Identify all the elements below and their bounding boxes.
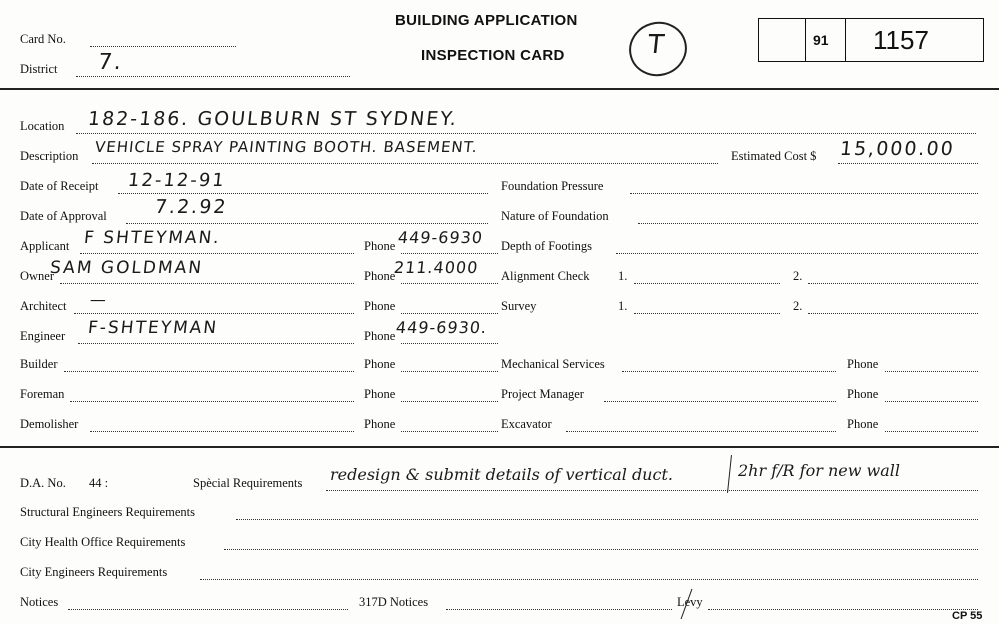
demolisher-phone-label: Phone — [364, 417, 396, 431]
location-value: 182-186. GOULBURN ST SYDNEY. — [86, 108, 460, 130]
architect-phone-line — [401, 313, 498, 314]
circled-mark-letter: T — [646, 30, 668, 60]
estimated-cost-label: Estimated Cost $ — [731, 149, 817, 163]
owner-phone-label: Phone — [364, 269, 396, 283]
form-title-line2: INSPECTION CARD — [421, 47, 565, 64]
city-engineers-label: City Engineers Requirements — [20, 565, 168, 579]
description-value: VEHICLE SPRAY PAINTING BOOTH. BASEMENT. — [94, 138, 479, 156]
engineer-value: F-SHTEYMAN — [86, 318, 220, 338]
special-requirements-value: redesign & submit details of vertical duct. — [330, 465, 673, 484]
handwritten-separator — [727, 455, 732, 493]
survey-num1: 1. — [618, 299, 628, 313]
engineer-line — [78, 343, 354, 344]
top-rule — [0, 88, 999, 90]
mechanical-line — [622, 371, 836, 372]
applicant-phone-line — [401, 253, 498, 254]
description-line — [92, 163, 718, 164]
demolisher-phone-line — [401, 431, 498, 432]
da-value: 44 : — [89, 476, 109, 490]
applicant-label: Applicant — [20, 239, 70, 253]
date-approval-line — [126, 223, 488, 224]
foreman-line — [70, 401, 354, 402]
foundation-pressure-line — [630, 193, 978, 194]
form-code: CP 55 — [952, 610, 983, 622]
owner-phone: 211.4000 — [393, 258, 480, 277]
estimated-cost-value: 15,000.00 — [838, 138, 956, 160]
architect-value: — — [89, 290, 109, 309]
project-manager-label: Project Manager — [501, 387, 584, 401]
excavator-phone-label: Phone — [847, 417, 879, 431]
estimated-cost-line — [838, 163, 978, 164]
excavator-label: Excavator — [501, 417, 552, 431]
special-requirements-label: Spècial Requirements — [193, 476, 303, 490]
project-manager-phone-label: Phone — [847, 387, 879, 401]
foundation-pressure-label: Foundation Pressure — [501, 179, 604, 193]
alignment-check-label: Alignment Check — [501, 269, 590, 283]
demolisher-line — [90, 431, 354, 432]
card-number: 1157 — [873, 25, 929, 55]
builder-line — [64, 371, 354, 372]
mechanical-label: Mechanical Services — [501, 357, 605, 371]
applicant-value: F SHTEYMAN. — [82, 228, 222, 248]
city-health-line — [224, 549, 978, 550]
date-approval-value: 7.2.92 — [153, 196, 229, 218]
city-engineers-line — [200, 579, 978, 580]
foreman-label: Foreman — [20, 387, 65, 401]
date-approval-label: Date of Approval — [20, 209, 107, 223]
date-receipt-label: Date of Receipt — [20, 179, 99, 193]
notices-label: Notices — [20, 595, 59, 609]
card-number-box — [758, 18, 984, 62]
owner-value: SAM GOLDMAN — [48, 258, 204, 278]
applicant-line — [80, 253, 354, 254]
location-label: Location — [20, 119, 65, 133]
alignment-line2 — [808, 283, 978, 284]
owner-line — [60, 283, 354, 284]
mechanical-phone-label: Phone — [847, 357, 879, 371]
survey-label: Survey — [501, 299, 537, 313]
excavator-line — [566, 431, 836, 432]
owner-phone-line — [401, 283, 498, 284]
survey-line2 — [808, 313, 978, 314]
applicant-phone-label: Phone — [364, 239, 396, 253]
nature-foundation-line — [638, 223, 978, 224]
da-label: D.A. No. — [20, 476, 66, 490]
applicant-phone: 449-6930 — [397, 228, 485, 247]
special-requirements-value2: 2hr f/R for new wall — [738, 461, 900, 480]
district-label: District — [20, 62, 58, 76]
district-value: 7. — [96, 50, 125, 75]
card-no-line — [90, 46, 236, 47]
city-health-label: City Health Office Requirements — [20, 535, 186, 549]
engineer-phone: 449-6930. — [395, 318, 489, 337]
engineer-phone-label: Phone — [364, 329, 396, 343]
levy-line — [708, 609, 978, 610]
structural-label: Structural Engineers Requirements — [20, 505, 195, 519]
engineer-phone-line — [401, 343, 498, 344]
special-requirements-line — [326, 490, 978, 491]
survey-line1 — [634, 313, 780, 314]
alignment-num1: 1. — [618, 269, 628, 283]
foreman-phone-line — [401, 401, 498, 402]
builder-phone-line — [401, 371, 498, 372]
card-year: 91 — [813, 32, 829, 48]
nature-foundation-label: Nature of Foundation — [501, 209, 609, 223]
location-line — [76, 133, 976, 134]
project-manager-phone-line — [885, 401, 978, 402]
architect-label: Architect — [20, 299, 67, 313]
notices-317d-line — [446, 609, 672, 610]
depth-footings-line — [616, 253, 978, 254]
architect-phone-label: Phone — [364, 299, 396, 313]
middle-rule — [0, 446, 999, 448]
owner-label: Owner — [20, 269, 55, 283]
foreman-phone-label: Phone — [364, 387, 396, 401]
date-receipt-value: 12-12-91 — [126, 170, 227, 191]
excavator-phone-line — [885, 431, 978, 432]
mechanical-phone-line — [885, 371, 978, 372]
alignment-num2: 2. — [793, 269, 803, 283]
notices-317d-label: 317D Notices — [359, 595, 429, 609]
builder-phone-label: Phone — [364, 357, 396, 371]
description-label: Description — [20, 149, 79, 163]
architect-line — [74, 313, 354, 314]
project-manager-line — [604, 401, 836, 402]
builder-label: Builder — [20, 357, 58, 371]
card-no-label: Card No. — [20, 32, 66, 46]
notices-line — [68, 609, 348, 610]
engineer-label: Engineer — [20, 329, 66, 343]
structural-line — [236, 519, 978, 520]
levy-label: Levy — [677, 595, 703, 609]
demolisher-label: Demolisher — [20, 417, 79, 431]
survey-num2: 2. — [793, 299, 803, 313]
alignment-line1 — [634, 283, 780, 284]
date-receipt-line — [118, 193, 488, 194]
depth-footings-label: Depth of Footings — [501, 239, 592, 253]
district-line — [76, 76, 350, 77]
form-title-line1: BUILDING APPLICATION — [395, 12, 578, 29]
